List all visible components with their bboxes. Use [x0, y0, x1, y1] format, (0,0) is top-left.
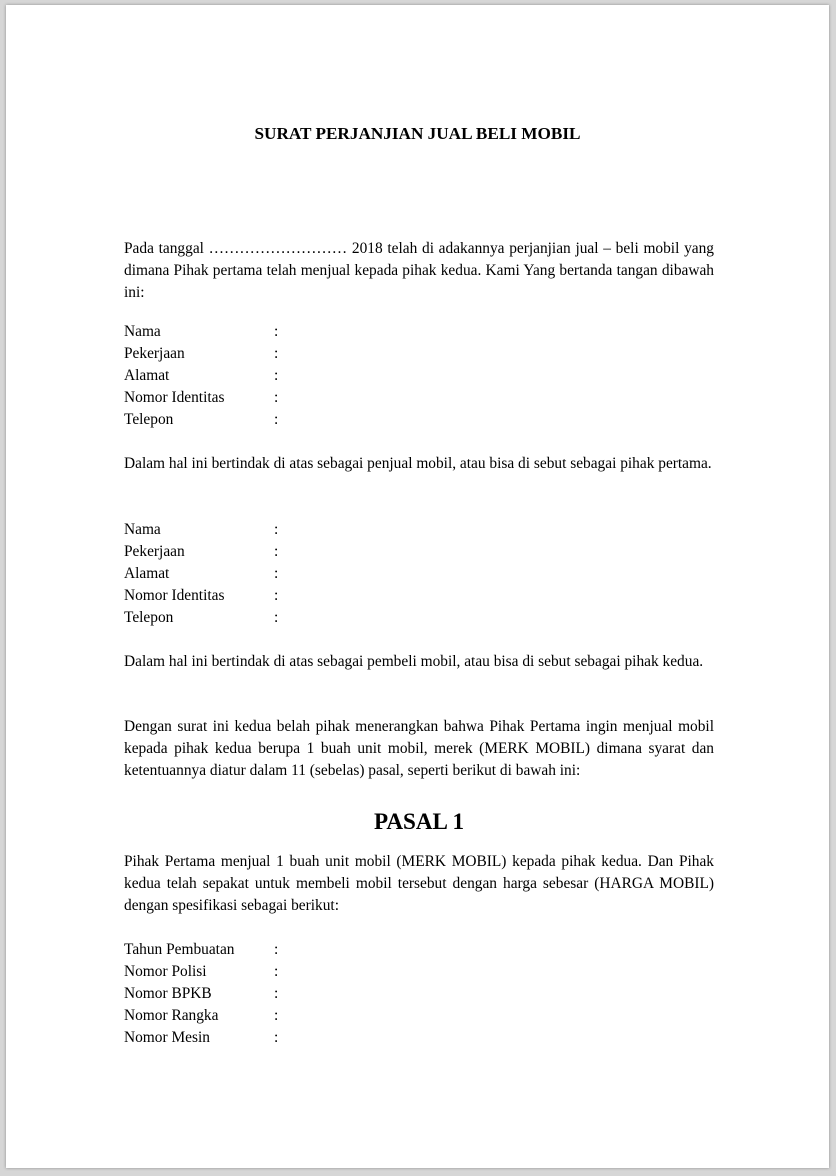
field-row [124, 1005, 714, 1027]
field-row [124, 365, 714, 387]
pasal-1-heading: PASAL 1 [374, 808, 464, 834]
field-separator: : [274, 587, 279, 604]
document-title: SURAT PERJANJIAN JUAL BELI MOBIL [254, 124, 581, 143]
field-separator: : [274, 565, 279, 582]
field-label: Nomor Identitas [124, 587, 225, 604]
field-separator: : [274, 1029, 279, 1046]
field-row [124, 563, 714, 585]
field-label: Nama [124, 323, 161, 340]
field-row [124, 541, 714, 563]
field-row [124, 1027, 714, 1049]
field-separator: : [274, 323, 279, 340]
field-separator: : [274, 389, 279, 406]
field-row [124, 607, 714, 629]
field-label: Nomor Mesin [124, 1029, 210, 1046]
field-row [124, 387, 714, 409]
field-label: Nomor Polisi [124, 963, 207, 980]
field-separator: : [274, 367, 279, 384]
field-label: Pekerjaan [124, 345, 185, 362]
field-label: Nomor Rangka [124, 1007, 219, 1024]
field-row [124, 939, 714, 961]
field-separator: : [274, 345, 279, 362]
agreement-paragraph: Dengan surat ini kedua belah pihak menerangkan bahwa Pihak Pertama ingin menjual mobil kepada pihak kedua berupa 1 buah unit mobil, merek (MERK MOBIL) dimana syarat dan ketentuannya diatur dalam 11 (sebelas) pasal, seperti berikut di bawah ini: [124, 718, 714, 779]
field-separator: : [274, 521, 279, 538]
vehicle-fields [124, 939, 714, 1049]
field-separator: : [274, 941, 279, 958]
field-separator: : [274, 543, 279, 560]
field-label: Alamat [124, 367, 170, 384]
field-separator: : [274, 1007, 279, 1024]
field-row [124, 961, 714, 983]
field-separator: : [274, 609, 279, 626]
field-label: Telepon [124, 609, 174, 626]
party1-role-paragraph: Dalam hal ini bertindak di atas sebagai penjual mobil, atau bisa di sebut sebagai pihak pertama. [124, 455, 712, 472]
field-separator: : [274, 985, 279, 1002]
field-row [124, 585, 714, 607]
field-row [124, 409, 714, 431]
party2-fields [124, 519, 714, 629]
field-row [124, 519, 714, 541]
field-label: Nomor BPKB [124, 985, 212, 1002]
party2-role-paragraph: Dalam hal ini bertindak di atas sebagai pembeli mobil, atau bisa di sebut sebagai pihak kedua. [124, 653, 704, 670]
field-label: Pekerjaan [124, 543, 185, 560]
field-label: Nomor Identitas [124, 389, 225, 406]
document-page [6, 5, 829, 1168]
field-row [124, 343, 714, 365]
field-label: Telepon [124, 411, 174, 428]
field-row [124, 321, 714, 343]
intro-paragraph: Pada tanggal ……………………… 2018 telah di adakannya perjanjian jual – beli mobil yang dimana Pihak pertama telah menjual kepada pihak kedua. Kami Yang bertanda tangan dibawah ini: [124, 240, 714, 301]
pasal-1-paragraph: Pihak Pertama menjual 1 buah unit mobil (MERK MOBIL) kepada pihak kedua. Dan Pihak kedua telah sepakat untuk membeli mobil tersebut dengan harga sebesar (HARGA MOBIL) dengan spesifikasi sebagai berikut: [124, 853, 714, 914]
party1-fields [124, 321, 714, 431]
field-label: Tahun Pembuatan [124, 941, 235, 958]
field-label: Nama [124, 521, 161, 538]
field-label: Alamat [124, 565, 170, 582]
field-separator: : [274, 411, 279, 428]
field-row [124, 983, 714, 1005]
field-separator: : [274, 963, 279, 980]
